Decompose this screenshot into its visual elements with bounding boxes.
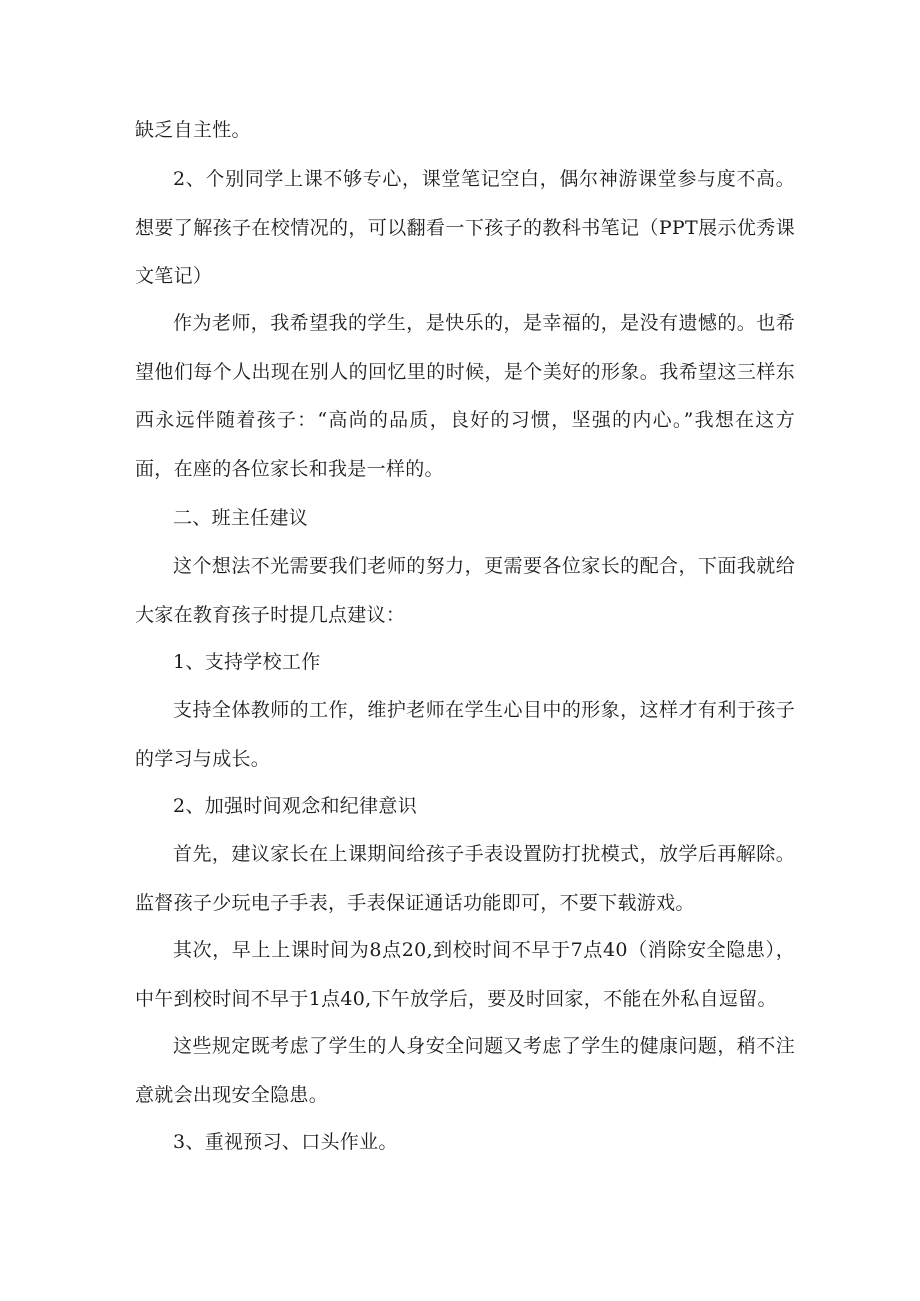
paragraph-second-schedule: 其次，早上上课时间为8点20,到校时间不早于7点40（消除安全隐患），中午到校时间不早于1点40,下午放学后，要及时回家，不能在外私自逗留。	[135, 939, 795, 1010]
advice-item-1-heading: 1、支持学校工作	[173, 651, 321, 673]
advice-item-3-heading: 3、重视预习、口头作业。	[173, 1131, 398, 1153]
paragraph-advice-intro: 这个想法不光需要我们老师的努力，更需要各位家长的配合，下面我就给大家在教育孩子时提几点建议：	[135, 555, 795, 626]
paragraph-first-watch: 首先，建议家长在上课期间给孩子手表设置防打扰模式，放学后再解除。监督孩子少玩电子手表，手表保证通话功能即可，不要下载游戏。	[135, 843, 795, 914]
section-heading-advice: 二、班主任建议	[173, 507, 309, 529]
paragraph-class-attention: 2、个别同学上课不够专心，课堂笔记空白，偶尔神游课堂参与度不高。想要了解孩子在校情况的，可以翻看一下孩子的教科书笔记（PPT展示优秀课文笔记）	[135, 168, 795, 287]
paragraph-support-school: 支持全体教师的工作，维护老师在学生心目中的形象，这样才有利于孩子的学习与成长。	[135, 699, 795, 770]
paragraph-continuation: 缺乏自主性。	[135, 119, 251, 141]
advice-item-2-heading: 2、加强时间观念和纪律意识	[173, 795, 417, 817]
paragraph-rules-safety: 这些规定既考虑了学生的人身安全问题又考虑了学生的健康问题，稍不注意就会出现安全隐患。	[135, 1035, 795, 1106]
paragraph-teacher-hope: 作为老师，我希望我的学生，是快乐的，是幸福的，是没有遗憾的。也希望他们每个人出现在别人的回忆里的时候，是个美好的形象。我希望这三样东西永远伴随着孩子：“高尚的品质，良好的习惯，坚强的内心。”我想在这方面，在座的各位家长和我是一样的。	[135, 312, 795, 480]
